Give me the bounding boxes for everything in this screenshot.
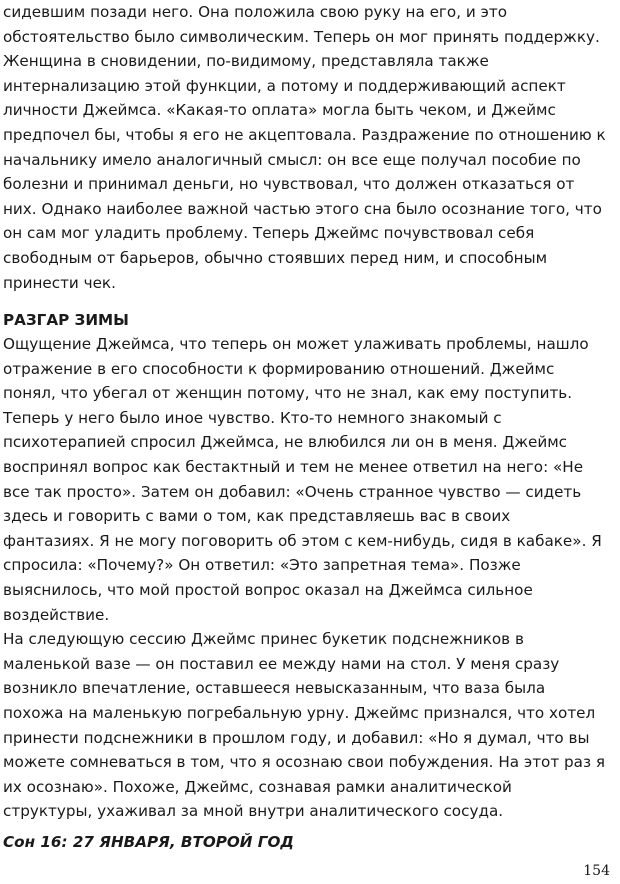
text-line: он сам мог уладить проблему. Теперь Джеймс почувствовал себя: [3, 224, 535, 243]
text-line: предпочел бы, чтобы я его не акцептовала. Раздражение по отношению к: [3, 125, 606, 144]
text-line: возникло впечатление, оставшееся невысказанным, что ваза была: [3, 679, 546, 698]
text-line: Теперь у него было иное чувство. Кто-то немного знакомый с: [3, 408, 502, 427]
text-line: понял, что убегал от женщин потому, что не знал, как ему поступить.: [3, 384, 573, 403]
paragraph-3: [3, 627, 615, 824]
text-line: психотерапией спросил Джеймса, не влюбился ли он в меня. Джеймс: [3, 433, 568, 452]
text-line: все так просто». Затем он добавил: «Очень странное чувство — сидеть: [3, 482, 582, 501]
paragraph-1: [3, 0, 615, 295]
text-line: воспринял вопрос как бестактный и тем не менее ответил на него: «Не: [3, 457, 584, 476]
text-line: спросила: «Почему?» Он ответил: «Это запретная тема». Позже: [3, 556, 521, 575]
text-line: можете сомневаться в том, что я осознаю свои побуждения. На этот раз я: [3, 753, 606, 772]
text-line: похожа на маленькую погребальную урну. Джеймс признался, что хотел: [3, 703, 596, 722]
text-line: них. Однако наиболее важной частью этого сна было осознание того, что: [3, 199, 602, 218]
text-line: личности Джеймса. «Какая-то оплата» могла быть чеком, и Джеймс: [3, 101, 556, 120]
text-line: обстоятельство было символическим. Теперь он мог принять поддержку.: [3, 27, 600, 46]
text-line: Женщина в сновидении, по-видимому, представляла также: [3, 52, 489, 71]
dream-heading: Сон 16: 27 ЯНВАРЯ, ВТОРОЙ ГОД: [3, 833, 294, 851]
page-number: 154: [583, 863, 610, 879]
text-line: структуры, ухаживал за мной внутри аналитического сосуда.: [3, 802, 504, 821]
text-line: принести чек.: [3, 273, 116, 292]
text-line: Ощущение Джеймса, что теперь он может улаживать проблемы, нашло: [3, 335, 589, 353]
text-line: На следующую сессию Джеймс принес букетик подснежников в: [3, 630, 524, 649]
section-heading: РАЗГАР ЗИМЫ: [3, 311, 129, 329]
text-line: воздействие.: [3, 605, 110, 624]
text-line: принести подснежники в прошлом году, и добавил: «Но я думал, что вы: [3, 728, 590, 747]
text-line: свободным от барьеров, обычно стоявших перед ним, и способным: [3, 248, 548, 267]
text-line: их осознаю». Похоже, Джеймс, сознавая рамки аналитической: [3, 777, 512, 796]
section-body: [3, 332, 615, 824]
text-line: маленькой вазе — он поставил ее между нами на стол. У меня сразу: [3, 654, 560, 673]
text-line: болезни и принимал деньги, но чувствовал, что должен отказаться от: [3, 175, 575, 194]
text-line: интернализацию этой функции, а потому и поддерживающий аспект: [3, 76, 566, 95]
text-line: здесь и говорить с вами о том, как представляешь вас в своих: [3, 507, 511, 526]
text-line: отражение в его способности к формированию отношений. Джеймс: [3, 359, 555, 378]
text-line: начальнику имело аналогичный смысл: он все еще получал пособие по: [3, 150, 581, 169]
paragraph-continuation: [3, 0, 615, 295]
text-line: выяснилось, что мой простой вопрос оказал на Джеймса сильное: [3, 580, 533, 599]
paragraph-2: [3, 332, 615, 627]
text-line: фантазиях. Я не могу поговорить об этом с кем-нибудь, сидя в кабаке». Я: [3, 531, 602, 550]
text-line: сидевшим позади него. Она положила свою руку на его, и это: [3, 3, 508, 21]
